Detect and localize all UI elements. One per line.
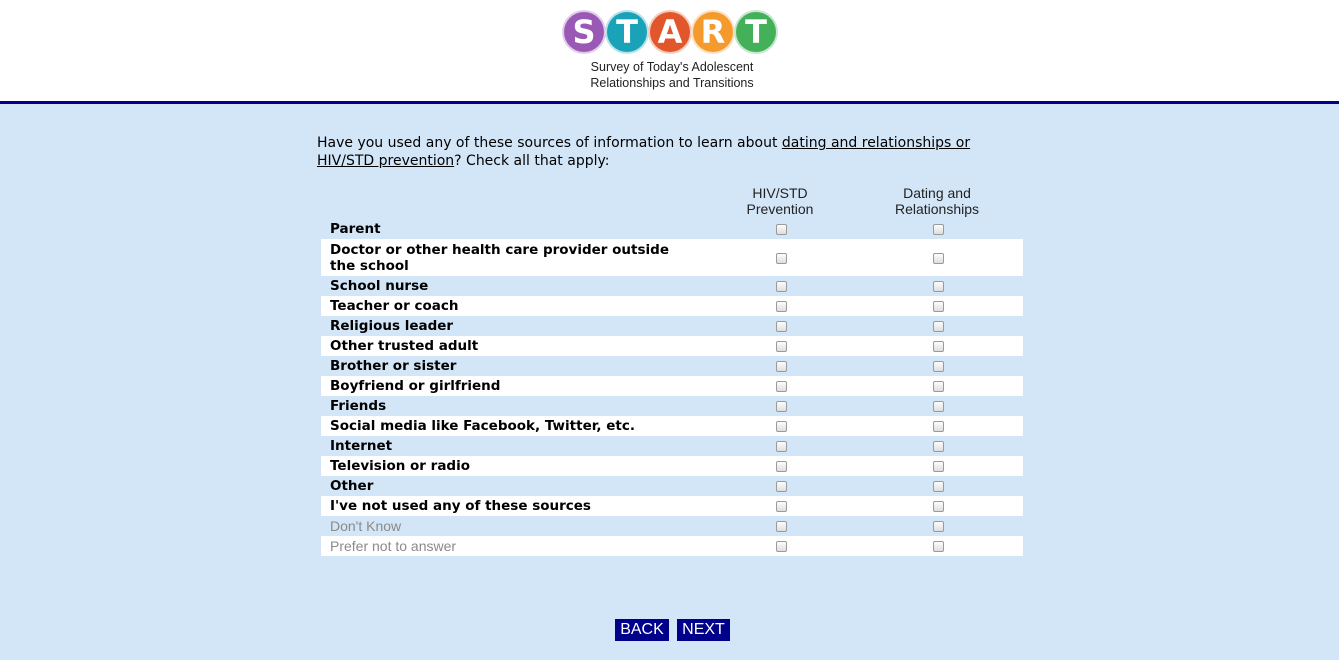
logo-letters bbox=[562, 10, 777, 54]
row-label: Boyfriend or girlfriend bbox=[330, 378, 501, 394]
checkbox-hiv-parent[interactable] bbox=[776, 224, 787, 235]
row-none bbox=[321, 496, 1023, 516]
logo-letter-r: R bbox=[691, 10, 735, 54]
checkbox-hiv-none[interactable] bbox=[776, 501, 787, 512]
checkbox-dating-school-nurse[interactable] bbox=[933, 281, 944, 292]
checkbox-dating-teacher[interactable] bbox=[933, 301, 944, 312]
column-header-hiv-line1: HIV/STD bbox=[752, 185, 808, 201]
checkbox-hiv-dont-know[interactable] bbox=[776, 521, 787, 532]
logo-letter-t: T bbox=[605, 10, 649, 54]
row-internet bbox=[321, 436, 1023, 456]
start-logo bbox=[562, 10, 782, 92]
checkbox-hiv-other[interactable] bbox=[776, 481, 787, 492]
logo-subtitle-line2: Relationships and Transitions bbox=[590, 76, 754, 90]
row-label: Don't Know bbox=[330, 518, 402, 534]
checkbox-hiv-internet[interactable] bbox=[776, 441, 787, 452]
checkbox-hiv-social-media[interactable] bbox=[776, 421, 787, 432]
question-suffix: ? Check all that apply: bbox=[454, 153, 610, 169]
checkbox-hiv-religious-leader[interactable] bbox=[776, 321, 787, 332]
checkbox-dating-dont-know[interactable] bbox=[933, 521, 944, 532]
checkbox-hiv-school-nurse[interactable] bbox=[776, 281, 787, 292]
row-label: Teacher or coach bbox=[330, 298, 459, 314]
row-label: Internet bbox=[330, 438, 393, 454]
row-label: Other trusted adult bbox=[330, 338, 479, 354]
row-label: Other bbox=[330, 478, 374, 494]
row-label: Social media like Facebook, Twitter, etc. bbox=[330, 418, 635, 434]
logo-letter-s: S bbox=[562, 10, 606, 54]
question-prefix: Have you used any of these sources of information to learn about bbox=[317, 135, 782, 151]
column-header-dating bbox=[862, 185, 1012, 217]
page-header bbox=[0, 0, 1339, 101]
checkbox-hiv-partner[interactable] bbox=[776, 381, 787, 392]
row-label: Prefer not to answer bbox=[330, 538, 457, 554]
checkbox-hiv-trusted-adult[interactable] bbox=[776, 341, 787, 352]
row-label: Doctor or other health care provider outside the school bbox=[330, 241, 669, 274]
checkbox-dating-friends[interactable] bbox=[933, 401, 944, 412]
logo-letter-a: A bbox=[648, 10, 692, 54]
checkbox-hiv-tv-radio[interactable] bbox=[776, 461, 787, 472]
question-text bbox=[317, 134, 1007, 170]
checkbox-dating-trusted-adult[interactable] bbox=[933, 341, 944, 352]
back-button[interactable]: BACK bbox=[615, 619, 669, 641]
next-button[interactable]: NEXT bbox=[677, 619, 730, 641]
checkbox-dating-tv-radio[interactable] bbox=[933, 461, 944, 472]
logo-subtitle bbox=[562, 59, 782, 91]
checkbox-hiv-teacher[interactable] bbox=[776, 301, 787, 312]
logo-letter-t2: T bbox=[734, 10, 778, 54]
checkbox-dating-parent[interactable] bbox=[933, 224, 944, 235]
row-prefer-not bbox=[321, 536, 1023, 556]
row-sibling bbox=[321, 356, 1023, 376]
column-header-dating-line1: Dating and bbox=[903, 185, 971, 201]
row-religious-leader bbox=[321, 316, 1023, 336]
row-teacher bbox=[321, 296, 1023, 316]
row-friends bbox=[321, 396, 1023, 416]
row-dont-know bbox=[321, 516, 1023, 536]
row-label: I've not used any of these sources bbox=[330, 498, 591, 514]
row-label: Television or radio bbox=[330, 458, 470, 474]
checkbox-hiv-prefer-not[interactable] bbox=[776, 541, 787, 552]
row-partner bbox=[321, 376, 1023, 396]
checkbox-hiv-sibling[interactable] bbox=[776, 361, 787, 372]
checkbox-dating-partner[interactable] bbox=[933, 381, 944, 392]
row-school-nurse bbox=[321, 276, 1023, 296]
checkbox-dating-none[interactable] bbox=[933, 501, 944, 512]
checkbox-dating-doctor[interactable] bbox=[933, 253, 944, 264]
row-tv-radio bbox=[321, 456, 1023, 476]
row-label: Religious leader bbox=[330, 318, 454, 334]
row-label: Parent bbox=[330, 221, 381, 237]
row-label: Brother or sister bbox=[330, 358, 457, 374]
row-label: School nurse bbox=[330, 278, 429, 294]
column-header-hiv-line2: Prevention bbox=[746, 201, 814, 217]
checkbox-dating-internet[interactable] bbox=[933, 441, 944, 452]
response-grid bbox=[321, 219, 1023, 556]
question-topic: dating and relationships or HIV/STD prevention bbox=[317, 135, 971, 169]
row-doctor bbox=[321, 239, 1023, 276]
row-label: Friends bbox=[330, 398, 387, 414]
row-trusted-adult bbox=[321, 336, 1023, 356]
logo-subtitle-line1: Survey of Today's Adolescent bbox=[590, 60, 754, 74]
checkbox-dating-religious-leader[interactable] bbox=[933, 321, 944, 332]
row-other bbox=[321, 476, 1023, 496]
checkbox-dating-other[interactable] bbox=[933, 481, 944, 492]
checkbox-dating-prefer-not[interactable] bbox=[933, 541, 944, 552]
header-divider bbox=[0, 101, 1339, 104]
column-header-dating-line2: Relationships bbox=[894, 201, 980, 217]
row-social-media bbox=[321, 416, 1023, 436]
checkbox-dating-sibling[interactable] bbox=[933, 361, 944, 372]
column-header-hiv bbox=[705, 185, 855, 217]
checkbox-hiv-friends[interactable] bbox=[776, 401, 787, 412]
checkbox-dating-social-media[interactable] bbox=[933, 421, 944, 432]
row-parent bbox=[321, 219, 1023, 239]
checkbox-hiv-doctor[interactable] bbox=[776, 253, 787, 264]
